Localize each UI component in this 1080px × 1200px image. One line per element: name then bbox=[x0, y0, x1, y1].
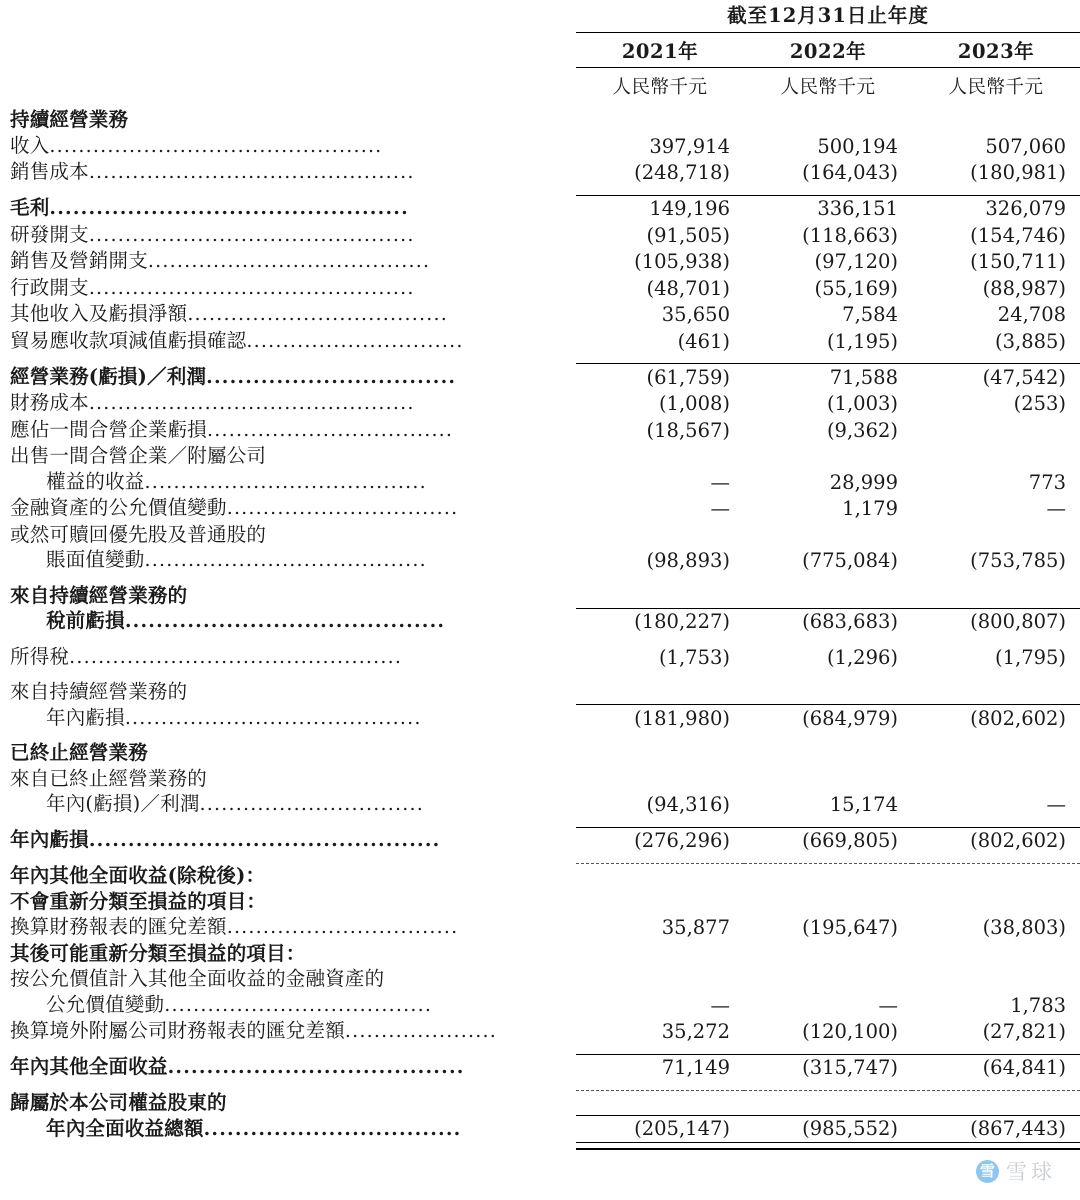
row-label-text: 所得稅 bbox=[10, 644, 70, 668]
row-value-2023年 bbox=[912, 766, 1080, 792]
row-value-2022年: (1,296) bbox=[826, 645, 898, 669]
header-spacer-2 bbox=[0, 33, 576, 68]
row-value-2022年: (775,084) bbox=[802, 549, 898, 572]
header-spacer bbox=[0, 0, 576, 33]
watermark-logo-icon: 雪 bbox=[976, 1160, 999, 1183]
row-value-2022年 bbox=[744, 766, 912, 792]
row-spacer bbox=[0, 731, 1080, 740]
row-value-2023年 bbox=[912, 679, 1080, 705]
table-row bbox=[0, 1054, 1080, 1081]
row-label bbox=[0, 195, 576, 222]
row-label-text: 來自持續經營業務的 bbox=[10, 583, 188, 607]
table-row bbox=[0, 889, 1080, 915]
row-value-2023年: 24,708 bbox=[997, 303, 1067, 326]
row-value-2023年: — bbox=[1046, 497, 1067, 520]
row-value-2022年: (1,003) bbox=[826, 392, 898, 415]
row-label-text: 權益的收益 bbox=[46, 469, 145, 493]
row-label bbox=[0, 679, 576, 705]
row-label bbox=[0, 390, 576, 417]
row-value-2021年 bbox=[576, 522, 744, 548]
table-row bbox=[0, 417, 1080, 444]
table-row bbox=[0, 705, 1080, 732]
row-value-2022年: 1,179 bbox=[842, 497, 898, 520]
table-row bbox=[0, 966, 1080, 992]
leader-dots: .............................................. bbox=[69, 645, 403, 668]
row-value-2022年: 15,174 bbox=[829, 793, 898, 816]
row-value-2021年: 71,149 bbox=[576, 1054, 744, 1081]
leader-dots: ................................ bbox=[206, 365, 457, 388]
row-value-2021年 bbox=[576, 679, 744, 705]
table-row bbox=[0, 159, 1080, 186]
row-value-2022年: (97,120) bbox=[814, 250, 898, 273]
row-value-2021年: (181,980) bbox=[576, 705, 744, 732]
row-value-2021年: (461) bbox=[677, 329, 730, 353]
row-value-2021年: (105,938) bbox=[634, 250, 730, 273]
table-row bbox=[0, 328, 1080, 355]
leader-dots: .............................................. bbox=[49, 197, 409, 219]
row-value-2023年: (802,602) bbox=[912, 827, 1080, 854]
row-label-text: 毛利 bbox=[10, 196, 50, 219]
row-value-2021年: (1,008) bbox=[658, 392, 730, 415]
leader-dots: ............................................. bbox=[88, 392, 415, 414]
table-row bbox=[0, 107, 1080, 133]
row-value-2023年 bbox=[912, 522, 1080, 548]
row-spacer bbox=[0, 635, 1080, 644]
row-label bbox=[0, 1054, 576, 1081]
row-value-2021年 bbox=[576, 1090, 744, 1116]
row-value-2022年: (118,663) bbox=[802, 223, 898, 247]
row-value-2022年: (985,552) bbox=[744, 1116, 912, 1143]
row-value-2023年: (64,841) bbox=[912, 1054, 1080, 1081]
row-value-2021年 bbox=[576, 443, 744, 469]
table-row bbox=[0, 195, 1080, 222]
leader-dots: ............................................. bbox=[88, 276, 415, 299]
row-value-2021年: — bbox=[710, 993, 730, 1017]
row-value-2021年 bbox=[576, 941, 744, 967]
row-label bbox=[0, 863, 576, 889]
row-value-2021年: (98,893) bbox=[646, 549, 730, 572]
row-label bbox=[0, 791, 576, 818]
leader-dots: ................................ bbox=[226, 916, 459, 938]
leader-dots: ................................. bbox=[203, 1117, 462, 1140]
row-label-text: 來自持續經營業務的 bbox=[10, 680, 188, 703]
leader-dots: ................................ bbox=[226, 497, 459, 519]
row-value-2021年: 35,650 bbox=[661, 303, 730, 326]
spacer-cell bbox=[0, 186, 1080, 196]
header-unit-2021: 人民幣千元 bbox=[612, 77, 708, 98]
table-row bbox=[0, 301, 1080, 328]
row-label bbox=[0, 417, 576, 444]
row-value-2023年: 507,060 bbox=[985, 134, 1067, 158]
row-value-2022年 bbox=[744, 1090, 912, 1116]
row-label bbox=[0, 1116, 576, 1143]
row-value-2022年: (669,805) bbox=[744, 827, 912, 854]
row-label-text: 研發開支 bbox=[10, 222, 89, 246]
row-label bbox=[0, 107, 576, 133]
row-label bbox=[0, 159, 576, 186]
leader-dots: ............................................. bbox=[88, 223, 415, 246]
row-label bbox=[0, 583, 576, 609]
row-label bbox=[0, 222, 576, 249]
row-spacer bbox=[0, 1045, 1080, 1055]
spacer-cell bbox=[0, 818, 1080, 828]
row-label bbox=[0, 495, 576, 522]
row-label-text: 換算財務報表的匯兌差額 bbox=[10, 915, 227, 938]
row-label bbox=[0, 443, 576, 469]
header-period-title: 截至12月31日止年度 bbox=[576, 0, 1080, 33]
row-label-text: 財務成本 bbox=[10, 391, 89, 414]
row-label-text: 其他收入及虧損淨額 bbox=[10, 302, 188, 325]
row-value-2023年 bbox=[912, 941, 1080, 967]
row-label-text: 其後可能重新分類至損益的項目： bbox=[10, 941, 306, 965]
row-label bbox=[0, 364, 576, 391]
header-units-row bbox=[0, 68, 1080, 108]
row-label bbox=[0, 133, 576, 160]
row-label bbox=[0, 966, 576, 992]
row-value-2021年 bbox=[576, 740, 744, 766]
underline-spacer bbox=[0, 1142, 576, 1149]
row-label-text: 持續經營業務 bbox=[10, 108, 129, 131]
row-label-text: 不會重新分類至損益的項目： bbox=[10, 889, 267, 913]
header-year-2023: 2023年 bbox=[912, 33, 1080, 68]
row-value-2021年 bbox=[576, 966, 744, 992]
table-row bbox=[0, 469, 1080, 496]
row-value-2022年: (164,043) bbox=[802, 161, 898, 184]
row-label bbox=[0, 1018, 576, 1045]
row-value-2021年: (91,505) bbox=[646, 223, 730, 247]
row-value-2023年: (27,821) bbox=[982, 1020, 1067, 1043]
header-spacer-3 bbox=[0, 68, 576, 108]
row-value-2022年 bbox=[744, 889, 912, 915]
row-label-text: 換算境外附屬公司財務報表的匯兌差額 bbox=[10, 1019, 345, 1042]
row-label-text: 年內(虧損)／利潤 bbox=[46, 792, 200, 815]
row-value-2022年: (9,362) bbox=[826, 418, 898, 442]
row-label bbox=[0, 522, 576, 548]
row-value-2022年: (684,979) bbox=[744, 705, 912, 732]
row-value-2021年: 35,272 bbox=[661, 1020, 730, 1043]
row-value-2023年 bbox=[912, 107, 1080, 133]
row-value-2021年 bbox=[576, 863, 744, 889]
row-value-2021年: (61,759) bbox=[576, 364, 744, 391]
row-value-2022年: (683,683) bbox=[744, 608, 912, 635]
table-row bbox=[0, 914, 1080, 941]
leader-dots: .............................. bbox=[246, 329, 464, 352]
row-label bbox=[0, 248, 576, 275]
row-value-2022年 bbox=[744, 863, 912, 889]
row-label bbox=[0, 1090, 576, 1116]
watermark-text: 雪球 bbox=[1006, 1161, 1056, 1184]
underline-cell bbox=[576, 1142, 744, 1149]
table-row bbox=[0, 941, 1080, 967]
row-label-text: 賬面值變動 bbox=[46, 548, 145, 571]
row-label bbox=[0, 941, 576, 967]
row-value-2023年: (253) bbox=[1013, 392, 1067, 415]
leader-dots: ............................... bbox=[199, 793, 424, 815]
row-value-2023年: (38,803) bbox=[982, 916, 1067, 939]
row-value-2021年: — bbox=[710, 497, 730, 520]
row-value-2023年 bbox=[912, 966, 1080, 992]
table-row bbox=[0, 364, 1080, 391]
row-value-2021年: 149,196 bbox=[576, 195, 744, 222]
row-value-2023年: (47,542) bbox=[912, 364, 1080, 391]
row-value-2021年: 397,914 bbox=[649, 134, 730, 158]
row-value-2022年: 336,151 bbox=[744, 195, 912, 222]
leader-dots: ..................................... bbox=[164, 993, 433, 1016]
table-row bbox=[0, 863, 1080, 889]
row-value-2022年: — bbox=[878, 993, 898, 1017]
row-underline-double bbox=[0, 1142, 1080, 1149]
table-row bbox=[0, 791, 1080, 818]
spacer-cell bbox=[0, 574, 1080, 583]
row-value-2022年 bbox=[744, 583, 912, 609]
table-row bbox=[0, 740, 1080, 766]
row-value-2023年: (88,987) bbox=[982, 276, 1067, 300]
row-label-text: 銷售成本 bbox=[10, 160, 89, 183]
row-value-2023年: (800,807) bbox=[912, 608, 1080, 635]
table-row bbox=[0, 679, 1080, 705]
leader-dots: .............................................. bbox=[49, 134, 383, 157]
row-value-2022年: (120,100) bbox=[802, 1020, 898, 1043]
row-label bbox=[0, 644, 576, 671]
row-value-2021年: (180,227) bbox=[576, 608, 744, 635]
leader-dots: ..................... bbox=[344, 1020, 497, 1042]
row-value-2023年: 326,079 bbox=[912, 195, 1080, 222]
row-label-text: 收入 bbox=[10, 133, 50, 157]
row-value-2023年: 1,783 bbox=[1010, 993, 1067, 1017]
header-year-2022: 2022年 bbox=[744, 33, 912, 68]
leader-dots: .................................. bbox=[207, 418, 454, 441]
spacer-cell bbox=[0, 1045, 1080, 1055]
spacer-cell bbox=[0, 731, 1080, 740]
row-value-2022年: (55,169) bbox=[814, 276, 898, 300]
row-label bbox=[0, 889, 576, 915]
row-value-2022年: 28,999 bbox=[829, 470, 898, 494]
table-row bbox=[0, 248, 1080, 275]
underline-cell bbox=[912, 1142, 1080, 1149]
table-row bbox=[0, 827, 1080, 854]
row-label-text: 歸屬於本公司權益股東的 bbox=[10, 1091, 227, 1114]
row-label bbox=[0, 740, 576, 766]
row-value-2022年 bbox=[744, 443, 912, 469]
table-row bbox=[0, 547, 1080, 574]
leader-dots: ....................................... bbox=[144, 470, 427, 493]
header-unit-2023: 人民幣千元 bbox=[948, 77, 1044, 98]
row-label bbox=[0, 275, 576, 302]
row-spacer bbox=[0, 354, 1080, 364]
table-row bbox=[0, 390, 1080, 417]
leader-dots: ....................................... bbox=[144, 549, 427, 571]
row-label bbox=[0, 547, 576, 574]
row-value-2021年 bbox=[576, 107, 744, 133]
row-value-2021年: (48,701) bbox=[646, 276, 730, 300]
table-row bbox=[0, 1090, 1080, 1116]
row-value-2021年: (276,296) bbox=[576, 827, 744, 854]
row-label-text: 稅前虧損 bbox=[46, 609, 125, 632]
row-value-2021年: (94,316) bbox=[646, 793, 730, 816]
row-value-2021年: — bbox=[710, 470, 730, 494]
leader-dots: ......................................... bbox=[124, 706, 422, 729]
header-period-row bbox=[0, 0, 1080, 33]
row-label bbox=[0, 608, 576, 635]
row-value-2023年: (3,885) bbox=[994, 329, 1067, 353]
leader-dots: ....................................... bbox=[147, 250, 431, 272]
leader-dots: ...................................... bbox=[167, 1056, 465, 1078]
row-label-text: 行政開支 bbox=[10, 275, 89, 299]
spacer-cell bbox=[0, 1081, 1080, 1091]
row-value-2023年: (180,981) bbox=[970, 161, 1067, 184]
table-row bbox=[0, 1116, 1080, 1143]
row-value-2022年 bbox=[744, 107, 912, 133]
row-value-2021年: (248,718) bbox=[634, 161, 730, 184]
row-value-2023年: — bbox=[1046, 793, 1067, 816]
header-unit-2022: 人民幣千元 bbox=[780, 77, 876, 98]
leader-dots: .................................... bbox=[187, 303, 448, 325]
row-label-text: 經營業務(虧損)／利潤 bbox=[10, 364, 207, 388]
row-value-2022年: (315,747) bbox=[744, 1054, 912, 1081]
table-row bbox=[0, 133, 1080, 160]
row-label-text: 金融資產的公允價值變動 bbox=[10, 496, 227, 519]
table-row bbox=[0, 222, 1080, 249]
row-label-text: 公允價值變動 bbox=[46, 992, 165, 1016]
leader-dots: ......................................... bbox=[124, 610, 446, 632]
row-value-2022年 bbox=[744, 522, 912, 548]
row-label-text: 或然可贖回優先股及普通股的 bbox=[10, 522, 267, 546]
spacer-cell bbox=[0, 354, 1080, 364]
table-row bbox=[0, 1018, 1080, 1045]
row-label-text: 貿易應收款項減值虧損確認 bbox=[10, 328, 247, 352]
table-row bbox=[0, 275, 1080, 302]
row-value-2023年: (802,602) bbox=[912, 705, 1080, 732]
row-label bbox=[0, 328, 576, 355]
row-value-2022年: 71,588 bbox=[744, 364, 912, 391]
row-value-2023年: (1,795) bbox=[994, 645, 1067, 669]
row-label-text: 年內虧損 bbox=[46, 705, 125, 729]
row-label-text: 已終止經營業務 bbox=[10, 741, 148, 764]
spacer-cell bbox=[0, 635, 1080, 644]
row-value-2022年: 500,194 bbox=[817, 134, 898, 158]
row-value-2022年 bbox=[744, 966, 912, 992]
row-value-2021年: 35,877 bbox=[661, 916, 730, 939]
row-label bbox=[0, 914, 576, 941]
table-row bbox=[0, 522, 1080, 548]
row-label-text: 年內虧損 bbox=[10, 828, 89, 851]
row-label bbox=[0, 705, 576, 732]
row-value-2022年: (1,195) bbox=[826, 329, 898, 353]
table-row bbox=[0, 583, 1080, 609]
row-value-2023年 bbox=[912, 583, 1080, 609]
row-value-2023年 bbox=[912, 417, 1080, 444]
watermark bbox=[976, 1156, 1056, 1186]
row-value-2021年 bbox=[576, 766, 744, 792]
row-label-text: 銷售及營銷開支 bbox=[10, 249, 148, 272]
row-label bbox=[0, 469, 576, 496]
table-row bbox=[0, 644, 1080, 671]
row-value-2021年 bbox=[576, 889, 744, 915]
table-row bbox=[0, 992, 1080, 1019]
row-label-text: 年內其他全面收益 bbox=[10, 1055, 168, 1078]
row-value-2023年 bbox=[912, 863, 1080, 889]
row-value-2023年 bbox=[912, 443, 1080, 469]
row-spacer bbox=[0, 1081, 1080, 1091]
row-value-2022年 bbox=[744, 740, 912, 766]
row-value-2023年: (753,785) bbox=[970, 549, 1067, 572]
table-row bbox=[0, 766, 1080, 792]
row-value-2023年: 773 bbox=[1028, 470, 1067, 494]
row-value-2022年: 7,584 bbox=[842, 303, 898, 326]
row-label bbox=[0, 827, 576, 854]
table-row bbox=[0, 495, 1080, 522]
header-year-2021: 2021年 bbox=[576, 33, 744, 68]
leader-dots: ............................................. bbox=[88, 161, 415, 183]
row-value-2023年 bbox=[912, 1090, 1080, 1116]
table-row bbox=[0, 443, 1080, 469]
row-value-2022年 bbox=[744, 941, 912, 967]
row-value-2023年: (154,746) bbox=[970, 223, 1067, 247]
row-value-2023年 bbox=[912, 740, 1080, 766]
row-value-2023年 bbox=[912, 889, 1080, 915]
header-years-row bbox=[0, 33, 1080, 68]
row-spacer bbox=[0, 670, 1080, 679]
row-value-2022年 bbox=[744, 679, 912, 705]
underline-cell bbox=[744, 1142, 912, 1149]
row-value-2021年: (18,567) bbox=[646, 418, 730, 442]
row-spacer bbox=[0, 818, 1080, 828]
row-value-2023年: (150,711) bbox=[970, 250, 1067, 273]
row-label bbox=[0, 301, 576, 328]
row-spacer bbox=[0, 574, 1080, 583]
row-label-text: 來自已終止經營業務的 bbox=[10, 766, 208, 790]
row-label-text: 年內其他全面收益(除稅後)： bbox=[10, 864, 266, 887]
row-spacer bbox=[0, 186, 1080, 196]
row-value-2021年: (205,147) bbox=[576, 1116, 744, 1143]
spacer-cell bbox=[0, 854, 1080, 864]
row-label-text: 應佔一間合營企業虧損 bbox=[10, 417, 208, 441]
row-value-2022年: (195,647) bbox=[802, 916, 898, 939]
row-label bbox=[0, 992, 576, 1019]
table-row bbox=[0, 608, 1080, 635]
row-spacer bbox=[0, 854, 1080, 864]
spacer-cell bbox=[0, 670, 1080, 679]
row-label bbox=[0, 766, 576, 792]
row-value-2021年 bbox=[576, 583, 744, 609]
row-value-2023年: (867,443) bbox=[912, 1116, 1080, 1143]
leader-dots: ............................................. bbox=[88, 829, 441, 851]
row-label-text: 出售一間合營企業／附屬公司 bbox=[10, 444, 267, 467]
row-label-text: 按公允價值計入其他全面收益的金融資產的 bbox=[10, 967, 385, 990]
row-value-2021年: (1,753) bbox=[658, 645, 730, 669]
row-label-text: 年內全面收益總額 bbox=[46, 1116, 204, 1140]
